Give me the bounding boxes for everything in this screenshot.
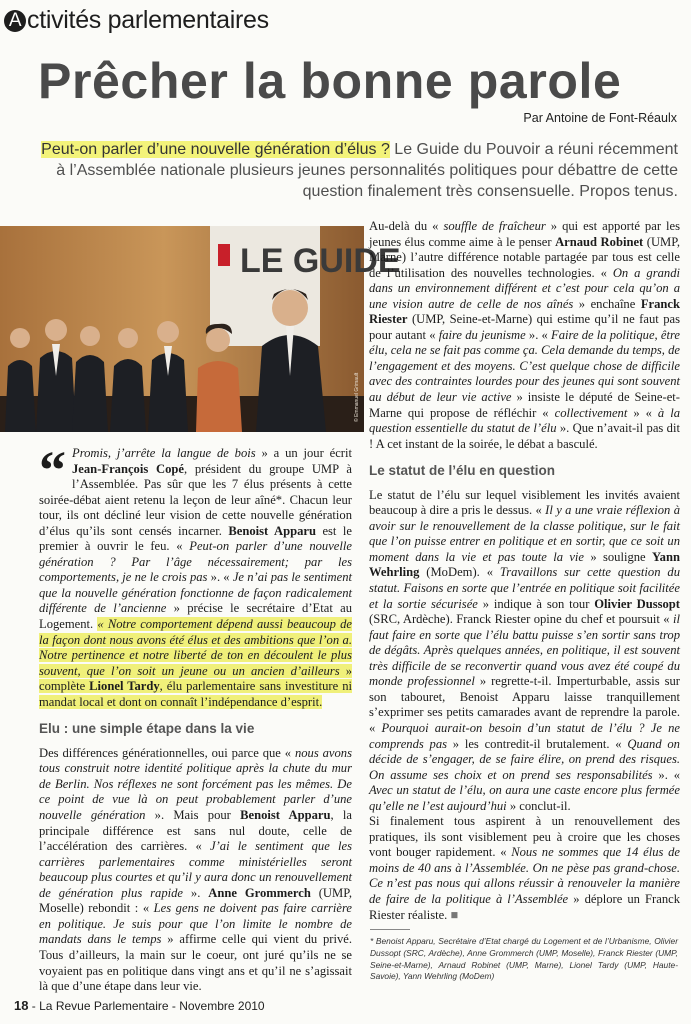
col2-paragraph-2 <box>369 488 680 814</box>
lead-highlight: Peut-on parler d’une nouvelle génération d’élus ? <box>41 141 390 158</box>
text-run: Des différences générationnelles, oui parce que « <box>39 745 295 760</box>
text-run: » qui est apporté par les jeunes élus comme aime à le penser <box>369 219 680 249</box>
text-run: « Notre comportement dépend aussi beaucoup de la façon dont nous avons été élus et des ambitions que l’on a. Notre pertinence et notre liberté de ton en découlent le plus souvent, que l’on soit un jeune ou un ancien d’ailleurs <box>39 617 353 678</box>
text-run: (UMP, Moselle) rebondit : « <box>39 885 352 916</box>
text-run: » a un jour écrit <box>255 446 352 460</box>
text-run: » complète <box>39 663 353 694</box>
article-title: Prêcher la bonne parole <box>38 53 622 109</box>
subheading-statut-elu: Le statut de l’élu en question <box>369 463 556 479</box>
page-number: 18 <box>14 998 29 1013</box>
article-photo <box>0 226 401 432</box>
text-run: (MoDem). « <box>419 565 500 580</box>
text-run: » affirme celle qui vient du privé. Tous d’ailleurs, la main sur le coeur, ont juré qu’ils ne se voyaient pas en politique dans vingt ans et qu’il ne s’agissait là que d’une étape dans leur vie. <box>39 932 353 994</box>
col1-paragraph-1-text <box>39 440 353 709</box>
photo-illustration <box>0 226 401 432</box>
text-run: ». <box>183 885 209 900</box>
text-run: (SRC, Ardèche). Franck Riester opine du chef et poursuit « <box>369 612 673 627</box>
text-run: (UMP, Seine-et-Marne) qui estime qu’il ne faut pas pour autant « <box>369 312 680 342</box>
text-run: ». « <box>207 570 233 585</box>
text-run: Nous ne sommes que 14 élus de moins de 40 ans à l’Assemblée. On ne pèse pas grand-chose. Ce n’est pas nous qui allons réussir à renouveler la manière de faire de la politique à l’Assemblée <box>369 845 680 906</box>
text-run: » conclut-il. <box>506 798 571 813</box>
text-run: ». « <box>652 767 681 782</box>
text-run: » les contredit-il brutalement. « <box>447 736 628 751</box>
text-run: Yann Wehrling <box>369 549 680 580</box>
text-run: ». Mais pour <box>145 808 241 823</box>
text-run: Les gens ne doivent pas faire carrière en politique. Je suis pour que l’on limite le nombre de mandats dans le temps <box>39 901 352 947</box>
lead-paragraph <box>30 139 678 202</box>
text-run: , la principale différence est sans nul doute, celle de l’accélération des carrières. « <box>39 808 352 854</box>
text-run: Il y a une vraie réflexion à avoir sur le renouvellement de la classe politique, sur le fait que l’on puisse entrer en politique et en sortir, que ce soit un moment dans la vie et pas toute la vie <box>369 503 680 564</box>
text-run: » enchaîne <box>573 296 641 311</box>
text-run: ». « <box>525 327 552 342</box>
text-run: ». Que n’avait-il pas dit ! A cet instant de la soirée, le débat a basculé. <box>369 421 680 451</box>
text-run: faire du jeunisme <box>438 327 526 342</box>
byline: Par Antoine de Font-Réaulx <box>523 111 677 125</box>
text-run: (UMP, Marne) l’autre différence notable partagée par tous est celle de l’utilisation des nouvelles technologies. « <box>369 234 680 280</box>
rubric-text: ctivités parlementaires <box>27 6 269 34</box>
text-run: Promis, j’arrête la langue de bois <box>72 446 256 460</box>
text-run: , élu parlementaire sans investiture ni mandat local et dont on connaît l’indépendance d’esprit. <box>39 679 352 709</box>
text-run: souffle de fraîcheur <box>443 219 546 233</box>
drop-quote-mark: “ <box>39 440 66 500</box>
text-run: » indique à son tour <box>477 596 595 611</box>
text-run: Arnaud Robinet <box>555 234 644 249</box>
col1-paragraph-1 <box>39 440 353 710</box>
text-run: » souligne <box>584 549 652 564</box>
text-run: , président du groupe UMP à l’Assemblée. Pas sûr que les 7 élus présents à cette soirée-débat aient retenu la leçon de leur aîné*. Chacun leur tour, ils ont décliné leur vision de cette nouvelle génération d’élus qu’ils sont censés incarner. <box>39 461 352 538</box>
text-run: Jean-François Copé <box>72 461 184 476</box>
subheading-elu-etape: Elu : une simple étape dans la vie <box>39 721 255 737</box>
text-run: nous avons tous construit notre identité politique après la chute du mur de Berlin. Nos réflexes ne sont forcément pas les mêmes. De ce point de vue là on peut probablement parler d’une nouvelle génération <box>39 745 352 823</box>
publication-info: - La Revue Parlementaire - Novembre 2010 <box>28 999 265 1013</box>
text-run: Le statut de l’élu sur lequel visiblement les invités avaient beaucoup à dire a pris le dessus. « <box>369 487 680 518</box>
text-run: » insiste le député de Seine-et-Marne qui propose de réfléchir « <box>369 390 680 420</box>
text-run: J’ai le sentiment que les carrières parlementaires comme ministérielles seront beaucoup plus courtes et qu’il y aura donc un renouvellement de génération plus rapide <box>39 839 353 900</box>
text-run: Avec un statut de l’élu, on aura une caste encore plus fermée qu’elle ne l’est aujourd’hui <box>369 783 680 813</box>
photo-backdrop-text: LE GUIDE <box>240 242 401 280</box>
text-run: est le premier à ouvrir le feu. « <box>39 523 352 554</box>
article-column-2 <box>369 219 680 923</box>
text-run: Anne Grommerch <box>208 885 311 900</box>
article-column-1 <box>39 440 353 995</box>
section-rubric <box>4 6 269 35</box>
text-run: Benoist Apparu <box>228 523 316 538</box>
text-run: Au-delà du « <box>369 219 444 233</box>
text-run: Je n’ai pas le sentiment que la nouvelle génération fonctionne de façon radicalement différente de l’ancienne <box>39 570 352 616</box>
text-run: Faire de la politique, être élu, cela ne se fait pas comme ça. Cela demande du temps, de l’engagement et des moyens. C’est quelque chose de difficile avec des contraintes lourdes pour des jeunes qui sont souvent au début de leur vie active <box>369 327 680 405</box>
col2-paragraph-1 <box>369 219 680 452</box>
page-folio <box>14 998 265 1013</box>
text-run: Si finalement tous aspirent à un renouvellement des pratiques, ils sont visiblement peu à croire que les choses vont bouger rapidement. « <box>369 814 680 860</box>
text-run: à la question essentielle du statut de l’élu <box>369 405 680 436</box>
text-run: » regrette-t-il. Imperturbable, assis sur son tabouret, Benoist Apparu laisse tranquillement s’exprimer ses petits camarades avant de reprendre la parole. « <box>369 674 680 735</box>
text-run: » « <box>627 405 658 420</box>
lead-text: Le Guide du Pouvoir a réuni récemment à l’Assemblée nationale plusieurs jeunes personnalités politiques pour débattre de cette question finalement très consensuelle. Propos tenus. <box>56 141 678 200</box>
text-run: Benoist Apparu <box>240 808 331 823</box>
text-run: Franck Riester <box>369 296 680 327</box>
text-run: ■ <box>450 907 459 922</box>
text-run: Olivier Dussopt <box>594 596 681 611</box>
col1-paragraph-2 <box>39 746 352 995</box>
text-run: il faut faire en sorte que l’élu battu puisse s’en sortir sans trop de dégâts. Après quelques années, en politique, il est souvent très difficile de se reconvertir quand vous avez été coupé du monde professionnel <box>369 612 680 689</box>
text-run: Quand on décide de s’engager, de se faire élire, on prend des risques. On assume ses choix et on prend ses responsabilités <box>369 736 680 782</box>
text-run: Peut-on parler d’une nouvelle génération ? Par l’âge nécessairement; par les comportements, je ne le crois pas <box>39 539 352 585</box>
text-run: collectivement <box>554 405 628 420</box>
text-run: Travaillons sur cette question du statut. Faisons en sorte que l’entrée en politique soit facilitée et la sortie sécurisée <box>369 565 680 611</box>
text-run: » déplore un Franck Riester réaliste. <box>369 891 681 922</box>
col2-paragraph-3 <box>369 814 680 923</box>
text-run: Pourquoi aurait-on besoin d’un statut de l’élu ? Je ne comprends pas <box>369 720 680 751</box>
photo-credit: © Emmanuel Grimault <box>354 372 360 422</box>
text-run: Lionel Tardy <box>89 679 160 694</box>
text-run: On a grandi dans un environnement différent et c’est pour cela qu’on a une vision autre de celle de nos aînés <box>369 265 680 311</box>
footnote: * Benoist Apparu, Secrétaire d’Etat chargé du Logement et de l’Urbanisme, Olivier Dussopt (SRC, Ardèche), Anne Grommerch (UMP, Moselle), Franck Riester (UMP, Seine-et-Marne), Arnaud Robinet (UMP, Marne), Lionel Tardy (UMP, Haute-Savoie), Yann Wehrling (MoDem) <box>370 936 678 982</box>
text-run: » précise le secrétaire d’Etat au Logement. <box>39 601 352 632</box>
footnote-divider <box>370 929 410 930</box>
rubric-initial: A <box>4 10 26 32</box>
